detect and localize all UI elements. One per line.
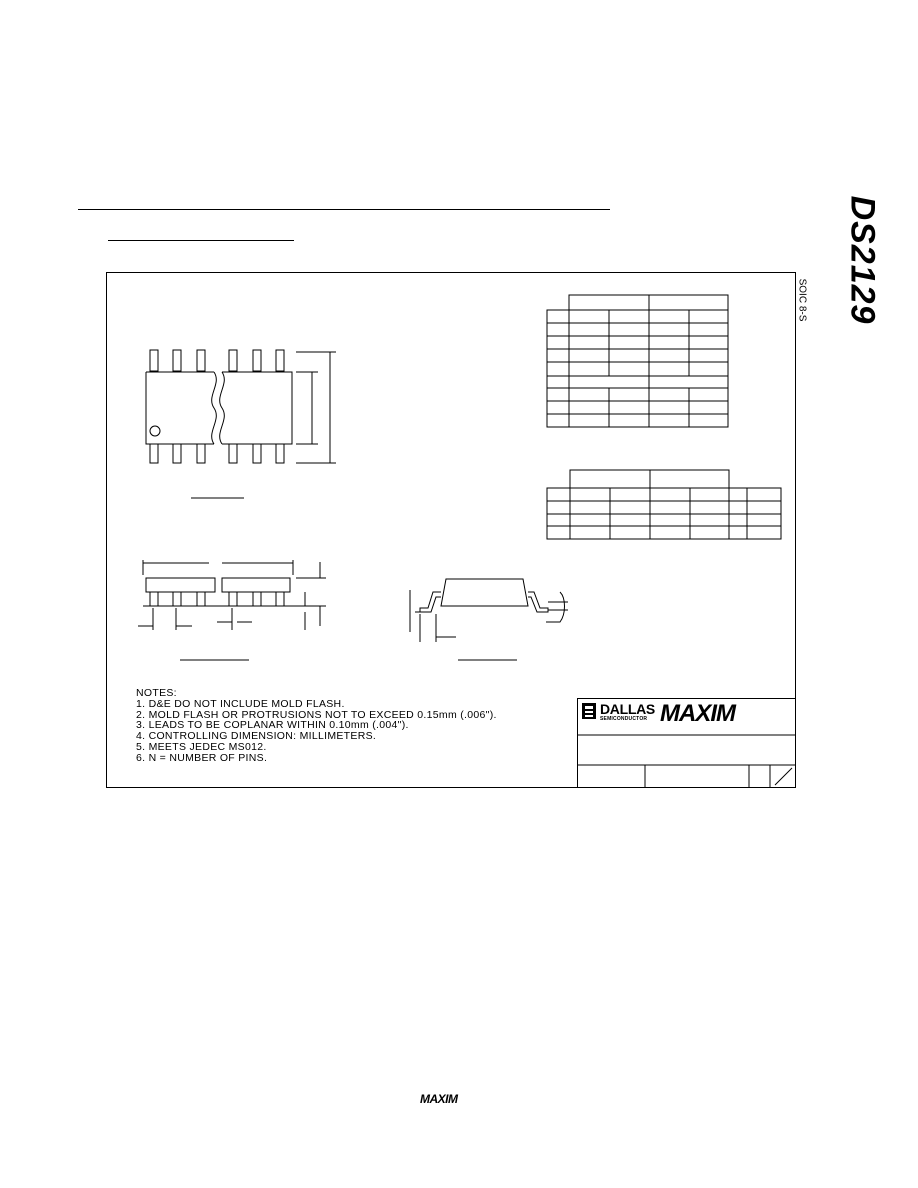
note-item: 6. N = NUMBER OF PINS. [136, 751, 268, 764]
note-item: 5. MEETS JEDEC MS012. [136, 740, 267, 753]
footer-maxim-logo: MAXIM [420, 1092, 458, 1106]
dimension-table-1 [547, 295, 728, 427]
maxim-logo: MAXIM [660, 700, 735, 727]
bottom-leads [150, 444, 284, 463]
drawing-notes [136, 688, 497, 764]
semiconductor-text: SEMICONDUCTOR [600, 716, 648, 722]
note-item: 4. CONTROLLING DIMENSION: MILLIMETERS. [136, 730, 377, 743]
note-item: 3. LEADS TO BE COPLANAR WITHIN 0.10mm (.004"). [136, 719, 409, 732]
dallas-logo-text: DALLAS [600, 701, 655, 717]
package-code: SOIC 8-S [796, 278, 808, 322]
part-number: DS2129 [843, 195, 882, 325]
dimension-table-2 [547, 470, 781, 539]
note-item: 1. D&E DO NOT INCLUDE MOLD FLASH. [136, 697, 345, 710]
notes-heading: NOTES: [136, 687, 177, 699]
top-leads [150, 350, 284, 371]
note-item: 2. MOLD FLASH OR PROTRUSIONS NOT TO EXCEED 0.15mm (.006"). [136, 708, 497, 721]
